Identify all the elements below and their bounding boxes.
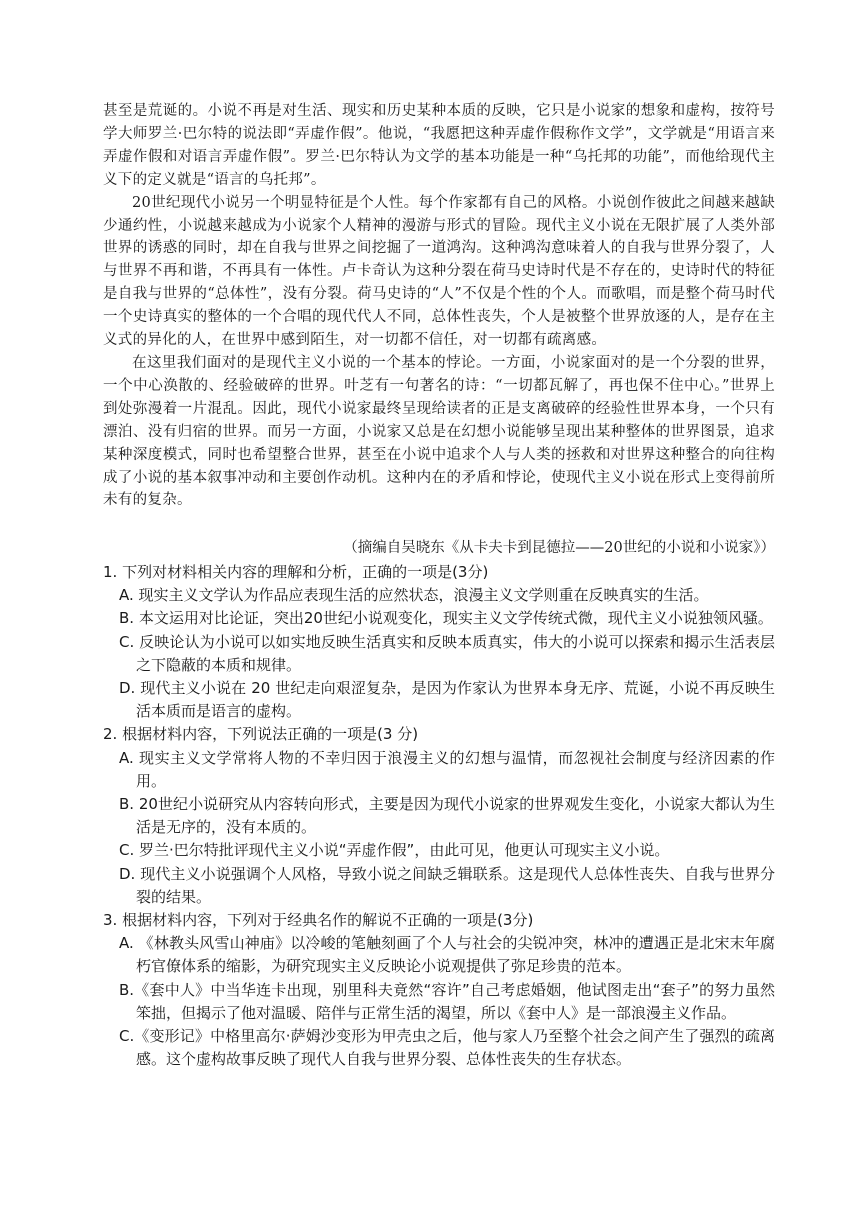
passage-paragraph-2: 20世纪现代小说另一个明显特征是个人性。每个作家都有自己的风格。小说创作彼此之间越来越缺少通约性，小说越来越成为小说家个人精神的漫游与形式的冒险。现代主义小说在无限扩展了人类外部世界的诱惑的同时，却在自我与世界之间挖掘了一道鸿沟。这种鸿沟意味着人的自我与世界分裂了，人与世界不再和谐，不再具有一体性。卢卡奇认为这种分裂在荷马史诗时代是不存在的，史诗时代的特征是自我与世界的“总体性”，没有分裂。荷马史诗的“人”不仅是个性的个人。而歌唱，而是整个荷马时代一个史诗真实的整体的一个合唱的现代代人不同，总体性丧失，个人是被整个世界放逐的人，是存在主义式的异化的人，在世界中感到陌生，对一切都不信任，对一切都有疏离感。: [103, 194, 775, 349]
question-stem: 2. 根据材料内容，下列说法正确的一项是(3 分): [103, 725, 419, 744]
question-stem: 3. 根据材料内容，下列对于经典名作的解说不正确的一项是(3分): [103, 911, 534, 930]
option-d: D. 现代主义小说在 20 世纪走向艰涩复杂，是因为作家认为世界本身无序、荒诞，小说不再反映生活本质而是语言的虚构。: [119, 679, 775, 721]
option-b: B.《套中人》中当华连卡出现，别里科夫竟然“容许”自己考虑婚姻，他试图走出“套子”的努力虽然笨拙，但揭示了他对温暖、陪伴与正常生活的渴望，所以《套中人》是一部浪漫主义作品。: [119, 980, 775, 1022]
passage-source: （摘编自吴晓东《从卡夫卡到昆德拉——20世纪的小说和小说家》）: [343, 540, 775, 556]
option-b: B. 20世纪小说研究从内容转向形式，主要是因为现代小说家的世界观发生变化，小说家大都认为生活是无序的，没有本质的。: [119, 795, 775, 837]
question-stem: 1. 下列对材料相关内容的理解和分析，正确的一项是(3分): [103, 563, 489, 581]
option-c: C. 罗兰·巴尔特批评现代主义小说“弄虚作假”，由此可见，他更认可现实主义小说。: [119, 841, 670, 860]
question-3: [103, 909, 775, 1071]
option-a: A. 现实主义文学认为作品应表现生活的应然状态，浪漫主义文学则重在反映真实的生活。: [119, 586, 709, 605]
option-c: C. 反映论认为小说可以如实地反映生活真实和反映本质真实，伟大的小说可以探索和揭示生活表层之下隐蔽的本质和规律。: [119, 632, 775, 674]
option-d: D. 现代主义小说强调个人风格，导致小说之间缺乏辑联系。这是现代人总体性丧失、自我与世界分裂的结果。: [119, 864, 775, 906]
option-c: C.《变形记》中格里高尔·萨姆沙变形为甲壳虫之后，他与家人乃至整个社会之间产生了强烈的疏离感。这个虚构故事反映了现代人自我与世界分裂、总体性丧失的生存状态。: [119, 1027, 775, 1069]
passage-paragraph-3: 在这里我们面对的是现代主义小说的一个基本的悖论。一方面，小说家面对的是一个分裂的世界，一个中心涣散的、经验破碎的世界。叶芝有一句著名的诗：“一切都瓦解了，再也保不住中心。”世界上到处弥漫着一片混乱。因此，现代小说家最终呈现给读者的正是支离破碎的经验性世界本身，一个只有漂泊、没有归宿的世界。而另一方面，小说家又总是在幻想小说能够呈现出某种整体的世界图景，追求某种深度模式，同时也希望整合世界，甚至在小说中追求个人与人类的拯救和对世界这种整合的向往构成了小说的基本叙事冲动和主要创作动机。这种内在的矛盾和悖论，使现代主义小说在形式上变得前所未有的复杂。: [103, 354, 775, 509]
passage-paragraph-1: 甚至是荒诞的。小说不再是对生活、现实和历史某种本质的反映，它只是小说家的想象和虚构，按符号学大师罗兰·巴尔特的说法即“弄虚作假”。他说，“我愿把这种弄虚作假称作文学”，文学就是“用语言来弄虚作假和对语言弄虚作假”。罗兰·巴尔特认为文学的基本功能是一种“乌托邦的功能”，而他给现代主义下的定义就是“语言的乌托邦”。: [103, 103, 775, 188]
reading-passage: [103, 100, 775, 512]
option-a: A. 现实主义文学常将人物的不幸归因于浪漫主义的幻想与温情，而忽视社会制度与经济因素的作用。: [119, 748, 775, 790]
question-2: [103, 723, 775, 909]
question-1: [103, 561, 775, 723]
question-list: [103, 561, 775, 1071]
option-b: B. 本文运用对比论证，突出20世纪小说观变化，现实主义文学传统式微，现代主义小说独领风骚。: [119, 609, 773, 628]
option-a: A. 《林教头风雪山神庙》以冷峻的笔触刻画了个人与社会的尖锐冲突，林冲的遭遇正是北宋末年腐朽官僚体系的缩影，为研究现实主义反映论小说观提供了弥足珍贵的范本。: [119, 934, 775, 976]
